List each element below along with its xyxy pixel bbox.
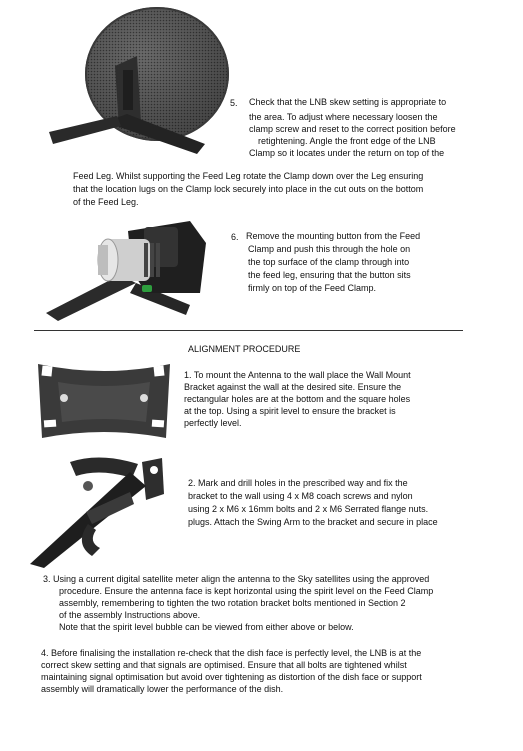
step6-line-5: firmly on top of the Feed Clamp.: [248, 283, 377, 293]
step5-continuation-2: that the location lugs on the Clamp lock securely into place in the cut outs on the bottom: [73, 184, 424, 194]
alignment-step1-line-5: perfectly level.: [184, 418, 242, 428]
step6-number: 6.: [231, 232, 239, 242]
section-divider: [34, 330, 463, 331]
wall-bracket-illustration: [34, 356, 174, 444]
alignment-step4-line-1: 4. Before finalising the installation re-check that the dish face is perfectly level, the LNB is at the: [41, 648, 422, 658]
dish-illustration: [45, 4, 230, 162]
alignment-step1-line-4: at the top. Using a spirit level to ensure the bracket is: [184, 406, 396, 416]
alignment-step1-line-3: rectangular holes are at the bottom and the square holes: [184, 394, 411, 404]
step5-line-2: the area. To adjust where necessary loosen the: [249, 112, 438, 122]
alignment-step2-line-4: plugs. Attach the Swing Arm to the bracket and secure in place: [188, 517, 438, 527]
alignment-heading: ALIGNMENT PROCEDURE: [188, 344, 301, 354]
lnb-clamp-illustration: [40, 213, 230, 321]
step6-line-3: the top surface of the clamp through into: [248, 257, 410, 267]
swing-arm-illustration: [30, 452, 180, 568]
alignment-step4-line-3: maintaining signal optimisation but avoid over tightening as distortion of the dish face or support: [41, 672, 422, 682]
alignment-step3-line-2: procedure. Ensure the antenna face is kept horizontal using the spirit level on the Feed Clamp: [59, 586, 434, 596]
alignment-step3-line-4: of the assembly Instructions above.: [59, 610, 201, 620]
alignment-step3-line-5: Note that the spirit level bubble can be viewed from either above or below.: [59, 622, 354, 632]
alignment-step2-line-2: bracket to the wall using 4 x M8 coach screws and nylon: [188, 491, 413, 501]
step5-number: 5.: [230, 98, 238, 108]
step6-line-2: Clamp and push this through the hole on: [248, 244, 411, 254]
alignment-step2-line-3: using 2 x M6 x 16mm bolts and 2 x M6 Serrated flange nuts.: [188, 504, 429, 514]
alignment-step1-line-2: Bracket against the wall at the desired site. Ensure the: [184, 382, 402, 392]
alignment-step3-line-3: assembly, remembering to tighten the two rotation bracket bolts mentioned in Section 2: [59, 598, 406, 608]
alignment-step4-line-2: correct skew setting and that signals are optimised. Ensure that all bolts are tightened whilst: [41, 660, 407, 670]
alignment-step4-line-4: assembly will dramatically lower the performance of the dish.: [41, 684, 284, 694]
step5-continuation-3: of the Feed Leg.: [73, 197, 139, 207]
step5-line-4: retightening. Angle the front edge of the LNB: [258, 136, 436, 146]
alignment-step2-line-1: 2. Mark and drill holes in the prescribed way and fix the: [188, 478, 408, 488]
step6-line-4: the feed leg, ensuring that the button sits: [248, 270, 411, 280]
step6-line-1: Remove the mounting button from the Feed: [246, 231, 421, 241]
step5-line-5: Clamp so it locates under the return on top of the: [249, 148, 445, 158]
step5-continuation-1: Feed Leg. Whilst supporting the Feed Leg rotate the Clamp down over the Leg ensuring: [73, 171, 424, 181]
alignment-step1-line-1: 1. To mount the Antenna to the wall place the Wall Mount: [184, 370, 411, 380]
step5-line-3: clamp screw and reset to the correct position before: [249, 124, 456, 134]
alignment-step3-line-1: 3. Using a current digital satellite meter align the antenna to the Sky satellites using the approved: [43, 574, 430, 584]
step5-line-1: Check that the LNB skew setting is appropriate to: [249, 97, 447, 107]
